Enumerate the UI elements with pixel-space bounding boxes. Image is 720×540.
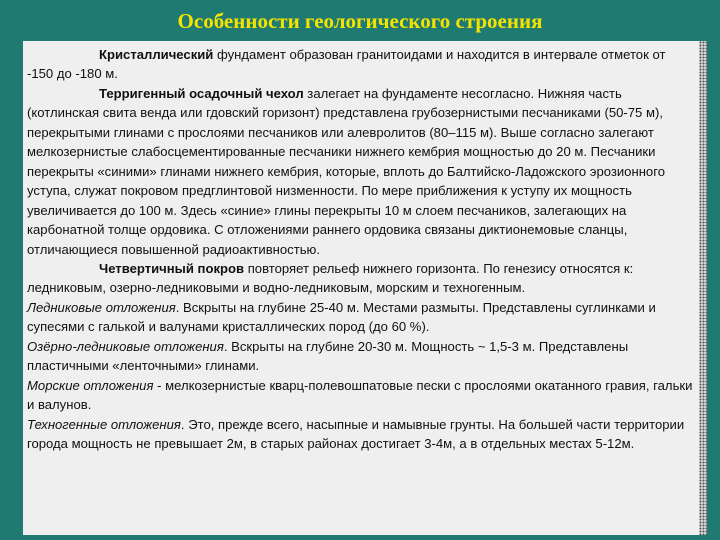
paragraph-quaternary-cover xyxy=(27,259,703,298)
term-sedimentary: Терригенный осадочный чехол xyxy=(99,85,304,101)
term-glacial: Ледниковые отложения xyxy=(27,299,176,315)
text-crystalline: фундамент образован гранитоидами и находится в интервале отметок от -150 до -180 м. xyxy=(27,47,666,82)
term-lacustrine-glacial: Озёрно-ледниковые отложения xyxy=(27,338,224,354)
text-marine: - мелкозернистые кварц-полевошпатовые пески с прослоями окатанного гравия, гальки и валунов. xyxy=(27,377,693,413)
term-marine: Морские отложения xyxy=(27,377,154,393)
slide-title: Особенности геологического строения xyxy=(177,9,543,33)
term-crystalline: Кристаллический xyxy=(99,47,214,62)
paragraph-sedimentary-cover xyxy=(27,84,703,259)
paragraph-lacustrine-glacial-deposits xyxy=(27,337,703,376)
paragraph-glacial-deposits xyxy=(27,298,703,337)
paragraph-technogenic-deposits xyxy=(27,415,703,454)
text-glacial: . Вскрыты на глубине 25-40 м. Местами размыты. Представлены суглинками и супесями с галькой и валунами кристаллических пород (до 60 %). xyxy=(27,299,656,335)
paragraph-marine-deposits xyxy=(27,376,703,415)
paragraph-crystalline-basement xyxy=(27,45,703,84)
text-panel xyxy=(23,41,707,535)
text-lacustrine-glacial: . Вскрыты на глубине 20-30 м. Мощность ~ 1,5-3 м. Представлены пластичными «ленточными» глинами. xyxy=(27,338,629,374)
term-technogenic: Техногенные отложения xyxy=(27,416,181,432)
text-quaternary: повторяет рельеф нижнего горизонта. По генезису относятся к: ледниковым, озерно-ледниковыми и водно-ледниковым, морским и техногенным. xyxy=(27,260,634,296)
term-quaternary: Четвертичный покров xyxy=(99,260,245,276)
text-sedimentary: залегает на фундаменте несогласно. Нижняя часть (котлинская свита венда или гдовский горизонт) представлена грубозернистыми песчаниками (50-75 м), перекрытыми глинами с прослоями песчаников или алевролитов (80–115 м). Выше согласно залегают мелкозернистые слабосцементированные песчаники нижнего кембрия мощностью до 20 м. Песчаники перекрыты «синими» глинами нижнего кембрия, которые, вплоть до Балтийско-Ладожского эрозионного уступа, служат покровом предглинтовой низменности. По мере приближения к уступу их мощность увеличивается до 100 м. Здесь «синие» глины перекрыты 10 м слоем песчаников, залегающих на карбонатной толще ордовика. С отложениями раннего ордовика связаны диктионемовые сланцы, отличающиеся повышенной радиоактивностью. xyxy=(27,85,665,257)
text-technogenic: . Это, прежде всего, насыпные и намывные грунты. На большей части территории города мощность не превышает 2м, в старых районах достигает 3-4м, а в отдельных местах 5-12м. xyxy=(27,416,685,452)
